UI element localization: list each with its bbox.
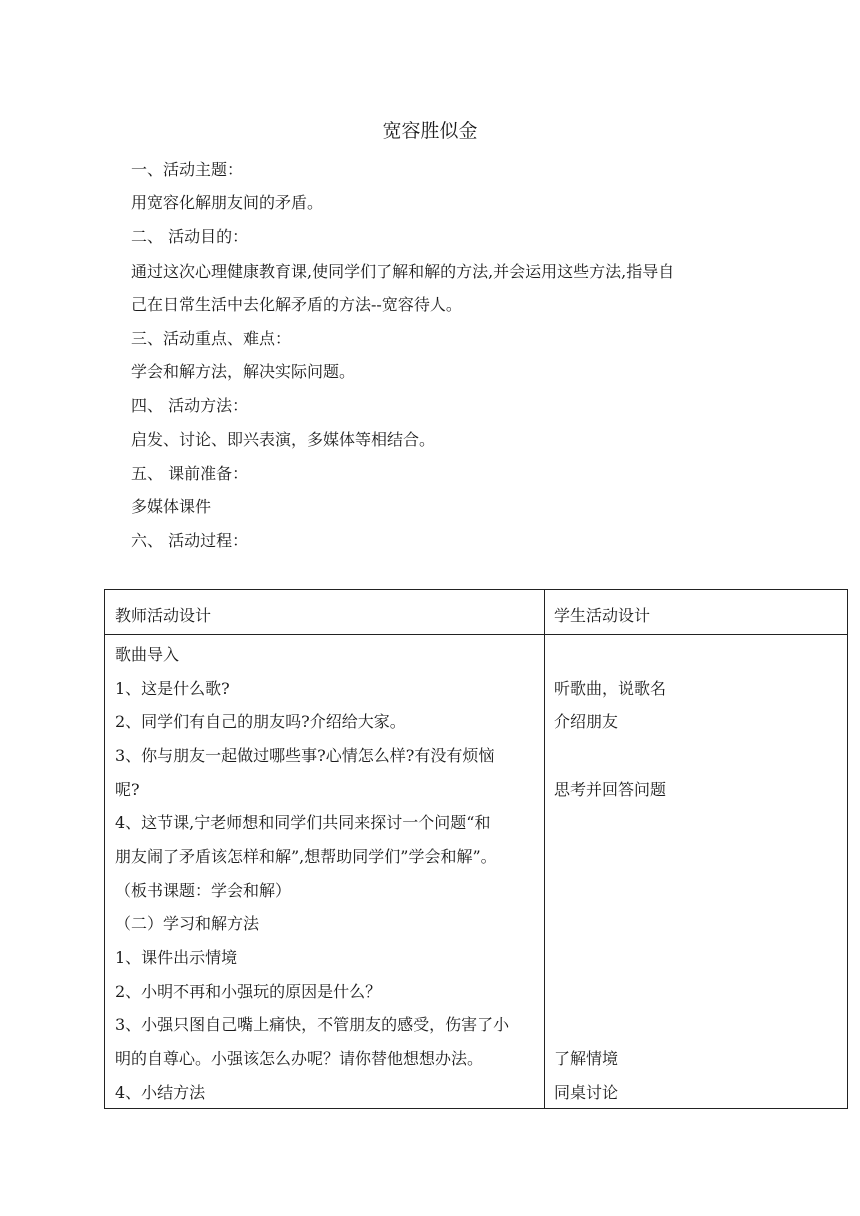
teacher-line: 3、小强只图自己嘴上痛快，不管朋友的感受，伤害了小 (115, 1015, 510, 1034)
section-heading-goal: 二、 活动目的： (131, 227, 249, 246)
section-heading-theme: 一、活动主题： (131, 160, 244, 179)
teacher-line: 明的自尊心。小强该怎么办呢？请你替他想想办法。 (115, 1049, 484, 1068)
teacher-line: 1、课件出示情境 (115, 948, 238, 967)
section-text-method: 启发、讨论、即兴表演，多媒体等相结合。 (131, 430, 436, 449)
student-line: 思考并回答问题 (554, 780, 667, 799)
teacher-line: （板书课题：学会和解） (115, 881, 292, 900)
teacher-line: 2、同学们有自己的朋友吗?介绍给大家。 (115, 712, 406, 731)
section-text-goal-2: 己在日常生活中去化解矛盾的方法--宽容待人。 (131, 295, 462, 314)
student-line: 听歌曲，说歌名 (554, 679, 667, 698)
header-divider (105, 634, 847, 635)
section-heading-prep: 五、 课前准备： (131, 464, 249, 483)
teacher-line: 歌曲导入 (115, 645, 180, 664)
student-line: 同桌讨论 (554, 1083, 619, 1102)
activity-table (104, 589, 848, 1109)
teacher-line: 2、小明不再和小强玩的原因是什么？ (115, 982, 382, 1001)
teacher-line: 呢? (115, 780, 140, 799)
section-text-prep: 多媒体课件 (131, 497, 212, 516)
teacher-line: （二）学习和解方法 (115, 914, 260, 933)
teacher-line: 1、这是什么歌? (115, 679, 230, 698)
column-divider (544, 590, 545, 1108)
teacher-line: 4、小结方法 (115, 1083, 206, 1102)
section-heading-process: 六、 活动过程： (131, 531, 249, 550)
student-line: 介绍朋友 (554, 712, 619, 731)
section-text-goal-1: 通过这次心理健康教育课,使同学们了解和解的方法,并会运用这些方法,指导自 (131, 262, 675, 281)
section-heading-focus: 三、活动重点、难点： (131, 329, 292, 348)
teacher-line: 3、你与朋友一起做过哪些事?心情怎么样?有没有烦恼 (115, 746, 495, 765)
section-heading-method: 四、 活动方法： (131, 396, 249, 415)
teacher-line: 4、这节课,宁老师想和同学们共同来探讨一个问题“和 (115, 813, 491, 832)
document-title: 宽容胜似金 (382, 120, 478, 142)
header-student: 学生活动设计 (554, 606, 651, 625)
section-text-theme: 用宽容化解朋友间的矛盾。 (131, 193, 324, 212)
section-text-focus: 学会和解方法，解决实际问题。 (131, 362, 356, 381)
student-line: 了解情境 (554, 1049, 619, 1068)
header-teacher: 教师活动设计 (115, 606, 212, 625)
teacher-line: 朋友闹了矛盾该怎样和解”,想帮助同学们”学会和解”。 (115, 847, 497, 866)
